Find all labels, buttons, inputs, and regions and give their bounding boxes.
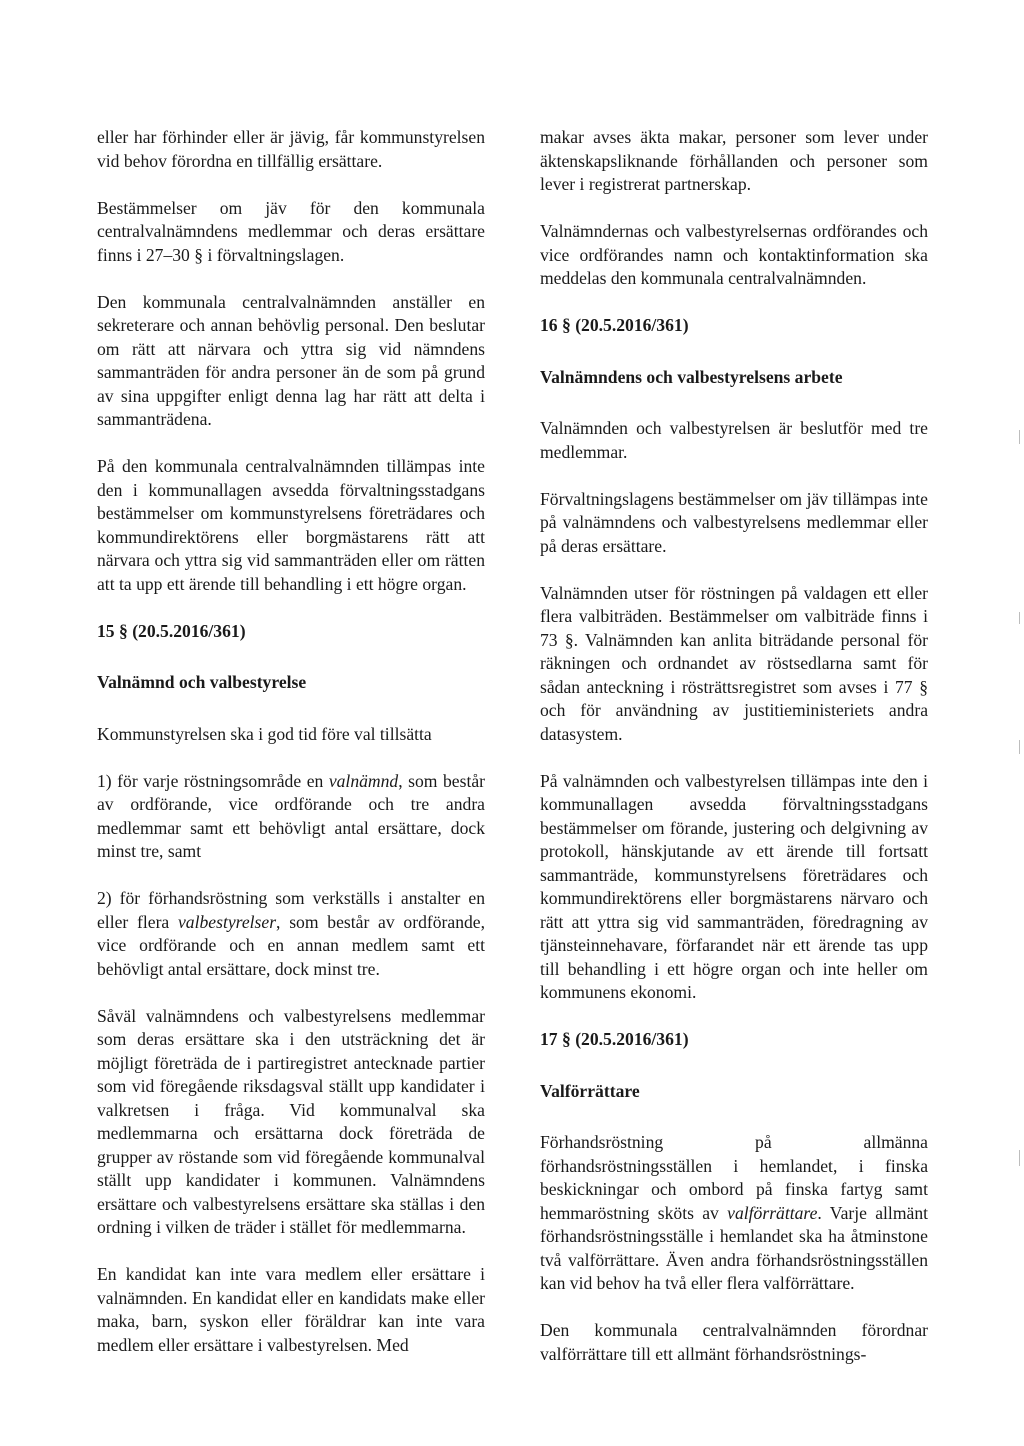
paragraph-disqualification: Bestämmelser om jäv för den kommunala centralvalnämndens medlemmar och deras ersättare finns i 27–30 § i förvaltningslagen. <box>97 197 485 265</box>
paragraph-administrative-regulations: På den kommunala centralvalnämnden tillämpas inte den i kommunallagen avsedda förvaltningsstadgans bestämmelser om kommunstyrelsens företrädares och kommundirektörens eller borgmästarens rätt att närvara och yttra sig vid sammanträden eller om rätten att ta upp ett ärende till behandling i ett högre organ. <box>97 456 485 594</box>
section-15-title: Valnämnd och valbestyrelse <box>97 672 307 692</box>
section-17-title: Valförrättare <box>540 1080 640 1101</box>
section-15-number: 15 § (20.5.2016/361) <box>97 620 246 641</box>
right-column <box>540 126 928 1390</box>
list-item-election-committee: 2) för förhandsröstning som verkställs i anstalter en eller flera valbestyrelser, som består av ordförande, vice ordförande och en annan medlem samt ett behövligt antal ersättare, dock minst tre. <box>97 888 485 979</box>
paragraph-party-representation: Såväl valnämndens och valbestyrelsens medlemmar som deras ersättare ska i den utsträckning det är möjligt företräda de i partiregistret antecknade partier som vid föregående riksdagsval ställt upp kandidater i valkretsen i fråga. Vid kommunalval ska medlemmarna och ersättarna dock företräda de grupper av röstande som vid föregående kommunalval ställt upp kandidater i kommunen. Valnämndens ersättare och valbestyrelsens ersättare ska ställas i den ordning i vilken de träder i stället för medlemmarna. <box>97 1005 485 1237</box>
left-column <box>97 126 485 1381</box>
paragraph-secretary-staff: Den kommunala centralvalnämnden anställer en sekreterare och annan behövlig personal. Den beslutar om rätt att närvara och yttra sig vid nämndens sammanträden för andra personer än de som på grund av sina uppgifter enligt denna lag har rätt att delta i sammanträdena. <box>97 291 485 429</box>
paragraph-candidate-eligibility: En kandidat kan inte vara medlem eller ersättare i valnämnden. En kandidat eller en kandidats make eller maka, barn, syskon eller föräldrar kan inte vara medlem eller ersättare i valbestyrelsen. Med <box>97 1264 485 1355</box>
term-election-officer: valförrättare <box>727 1202 818 1223</box>
paragraph-appointment-intro: Kommunstyrelsen ska i god tid före val tillsätta <box>97 723 432 744</box>
paragraph-substitute-member: eller har förhinder eller är jävig, får kommunstyrelsen vid behov förordna en tillfällig ersättare. <box>97 127 485 171</box>
scan-edge-mark <box>1019 740 1020 754</box>
paragraph-advance-voting-officers: Förhandsröstning på allmänna förhandsröstningsställen i hemlandet, i finska beskickningar och ombord på finska fartyg samt hemmaröstning sköts av valförrättare. Varje allmänt förhandsröstningsställe i hemlandet ska ha åtminstone två valförrättare. Även andra förhandsröstningsställen kan vid behov ha två eller flera valförrättare. <box>540 1132 929 1293</box>
section-17-number: 17 § (20.5.2016/361) <box>540 1029 689 1049</box>
term-election-committee: valbestyrelser <box>178 911 277 932</box>
paragraph-spouse-definition: makar avses äkta makar, personer som lever under äktenskapsliknande förhållanden och personer som lever i registrerat partnerskap. <box>540 127 928 194</box>
section-16-title: Valnämndens och valbestyrelsens arbete <box>540 366 843 387</box>
scan-edge-mark <box>1019 612 1020 624</box>
term-election-board: valnämnd <box>328 770 399 791</box>
paragraph-quorum: Valnämnden och valbestyrelsen är beslutför med tre medlemmar. <box>540 418 928 462</box>
scan-edge-mark <box>1019 1150 1020 1166</box>
list-item-election-board: 1) för varje röstningsområde en valnämnd, som består av ordförande, vice ordförande och tre andra medlemmar samt ett behövligt antal ersättare, dock minst tre, samt <box>97 770 485 861</box>
paragraph-contact-information: Valnämndernas och valbestyrelsernas ordförandes och vice ordförandes namn och kontaktinformation ska meddelas den kommunala centralvalnämnden. <box>540 221 928 288</box>
paragraph-election-assistants: Valnämnden utser för röstningen på valdagen ett eller flera valbiträden. Bestämmelser om valbiträde finns i 73 §. Valnämnden kan anlita biträdande personal för räkningen och ordnandet av röstsedlarna samt för sådan anteckning i rösträttsregistret som avses i 77 § och för användning av justitieministeriets andra datasystem. <box>540 582 928 744</box>
paragraph-disqualification-rules: Förvaltningslagens bestämmelser om jäv tillämpas inte på valnämndens och valbestyrelsens medlemmar eller på deras ersättare. <box>540 488 928 556</box>
paragraph-officer-appointment: Den kommunala centralvalnämnden förordnar valförrättare till ett allmänt förhandsröstnings- <box>540 1320 928 1364</box>
paragraph-procedure-exemptions: På valnämnden och valbestyrelsen tillämpas inte den i kommunallagen avsedda förvaltningsstadgans bestämmelser om förande, justering och delgivning av protokoll, hänskjutande av ett ärende till fortsatt sammanträde, kommunstyrelsens företrädares och kommundirektörens eller borgmästarens närvaro och rätt att yttra sig vid sammanträden, föredragning av tjänsteinnehavare, förfarandet när ett ärende tas upp till behandling i ett högre organ och inte heller om kommunens ekonomi. <box>540 770 928 1002</box>
scan-edge-mark <box>1019 430 1020 444</box>
section-16-number: 16 § (20.5.2016/361) <box>540 315 689 335</box>
